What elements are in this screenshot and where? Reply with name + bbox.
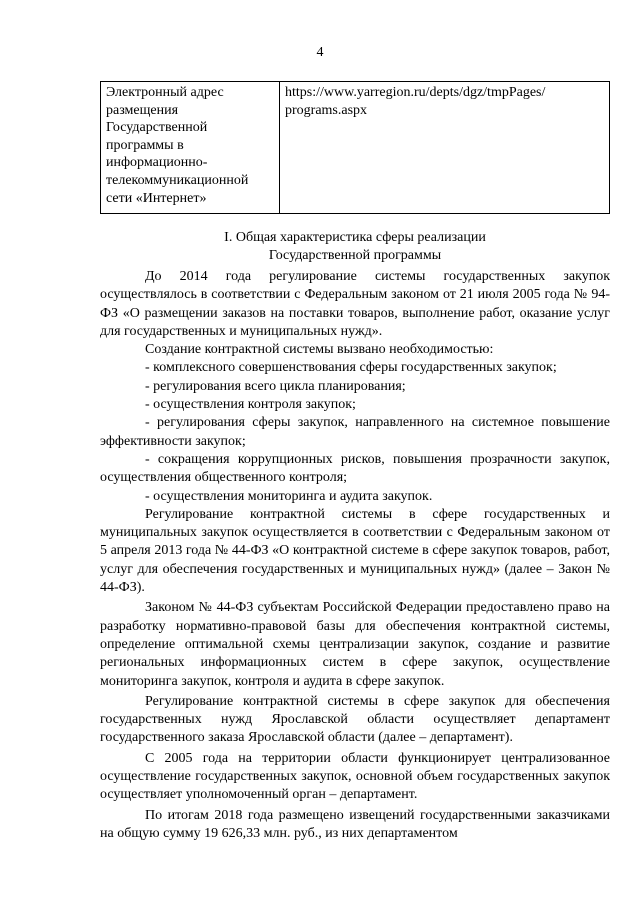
section-title-line-1: I. Общая характеристика сферы реализации — [224, 230, 486, 245]
page-number: 4 — [316, 45, 324, 60]
internet-address-value: https://www.yarregion.ru/depts/dgz/tmpPages/ programs.aspx — [280, 82, 610, 214]
table-row — [101, 82, 610, 214]
section-title — [100, 229, 610, 265]
paragraph-law-44-rights: Законом № 44-ФЗ субъектам Российской Федерации предоставлено право на разработку нормативно-правовой базы для обеспечения контрактной системы, определение оптимальной схемы централизации закупок, создание и развитие региональных информационных систем в сфере закупок, осуществление мониторинга закупок, контроля и аудита в сфере закупок. — [100, 600, 610, 689]
body-text — [100, 268, 610, 843]
list-item: - осуществления контроля закупок; — [145, 397, 356, 413]
paragraph-2005: С 2005 года на территории области функционирует централизованное осуществление государственных закупок, основной объем государственных закупок осуществляет уполномоченный орган – департамент. — [100, 750, 610, 803]
paragraph-1: До 2014 года регулирование системы государственных закупок осуществлялось в соответствии с Федеральным законом от 21 июля 2005 года № 94-ФЗ «О размещении заказов на поставки товаров, выполнение работ, оказание услуг для государственных и муниципальных нужд». — [100, 269, 610, 339]
paragraph-2: Создание контрактной системы вызвано необходимостью: — [145, 342, 494, 358]
paragraph-regulation: Регулирование контрактной системы в сфере закупок для обеспечения государственных нужд Ярославской области осуществляет департамент государственного заказа Ярославской области (далее – департамент). — [100, 693, 610, 746]
list-item: - сокращения коррупционных рисков, повышения прозрачности закупок, осуществления общественного контроля; — [100, 451, 610, 486]
info-table — [100, 81, 610, 214]
section-title-line-2: Государственной программы — [268, 248, 442, 263]
internet-address-label: Электронный адрес размещения Государственной программы в информационно-телекоммуникационной сети «Интернет» — [101, 82, 280, 214]
paragraph-law-44: Регулирование контрактной системы в сфере государственных и муниципальных закупок осуществляется в соответствии с Федеральным законом от 5 апреля 2013 года № 44-ФЗ «О контрактной системе в сфере закупок товаров, работ, услуг для обеспечения государственных и муниципальных нужд» (далее – Закон № 44-ФЗ). — [100, 506, 610, 596]
list-item: - регулирования всего цикла планирования; — [145, 378, 406, 394]
paragraph-2018: По итогам 2018 года размещено извещений государственными заказчиками на общую сумму 19 626,33 млн. руб., из них департаментом — [100, 807, 610, 841]
list-item: - регулирования сферы закупок, направленного на системное повышение эффективности закупок; — [100, 415, 610, 449]
list-item: - комплексного совершенствования сферы государственных закупок; — [145, 360, 557, 376]
list-item: - осуществления мониторинга и аудита закупок. — [145, 488, 433, 504]
